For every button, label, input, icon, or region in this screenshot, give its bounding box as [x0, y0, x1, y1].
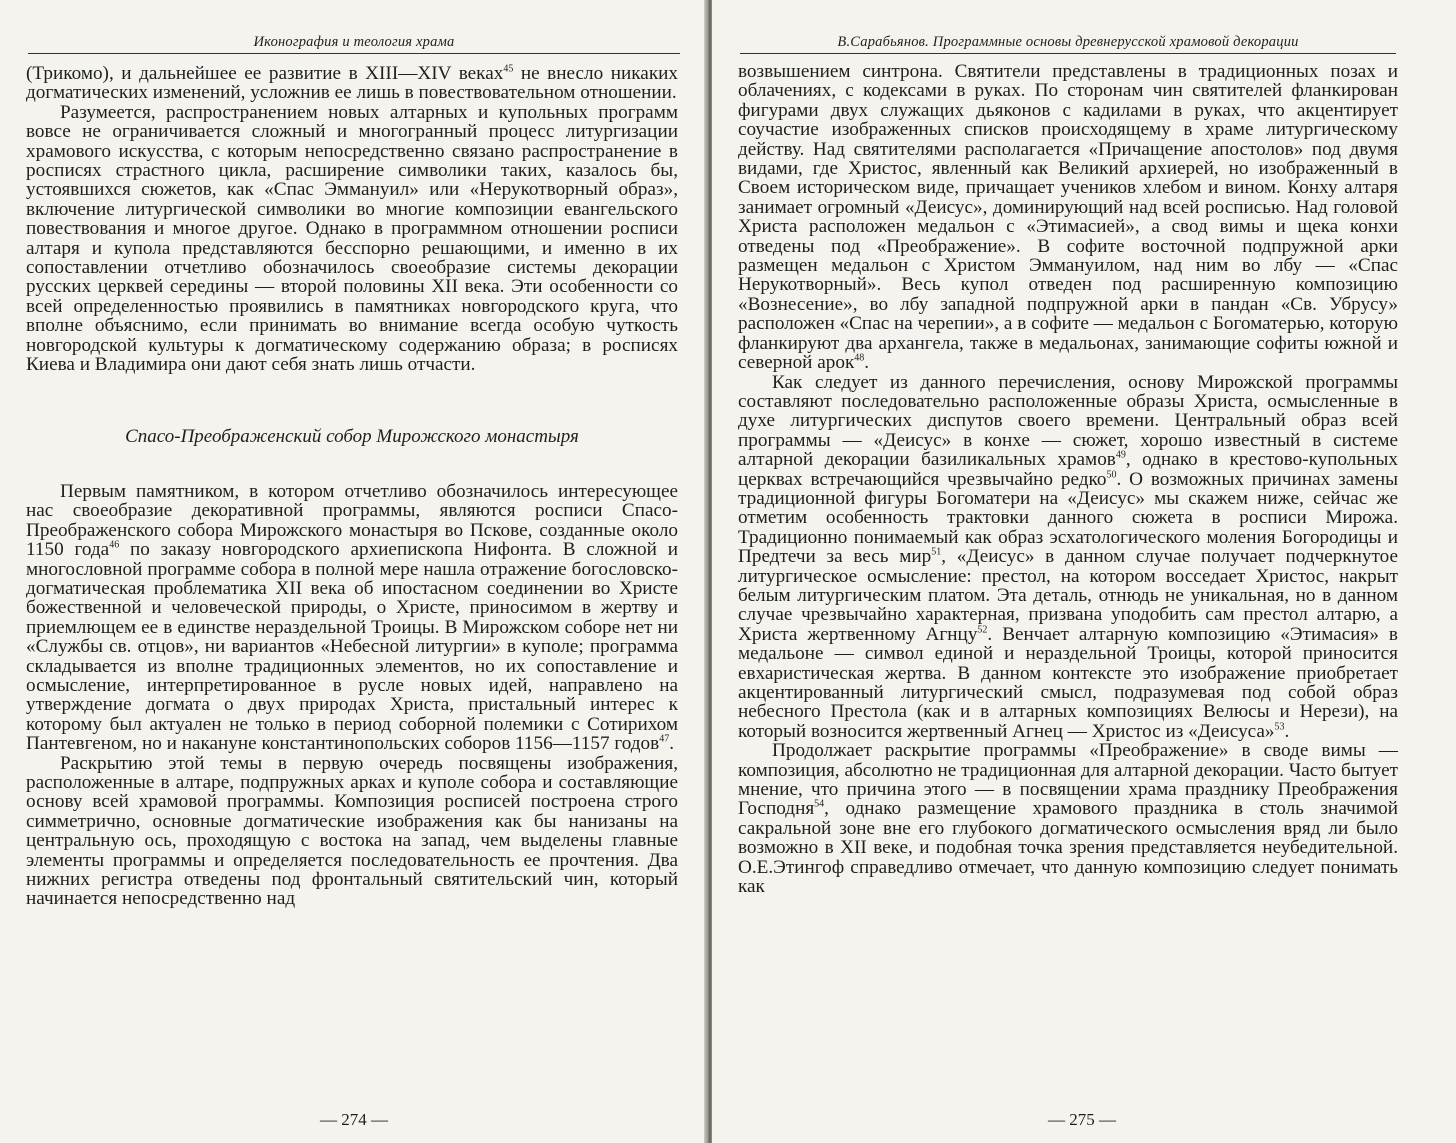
page-number: — 275 —: [1048, 1110, 1116, 1129]
footnote-ref: 54: [814, 799, 825, 811]
footnote-ref: 52: [977, 624, 988, 636]
footnote-ref: 46: [109, 539, 120, 551]
paragraph: (Трикомо), и дальнейшее ее развитие в XIII—XIV веках$^{45}$ не внесло никаких догматических изменений, усложнив ее лишь в повествовательном отношении.: [26, 63, 679, 104]
right-header-rule: [740, 53, 1396, 54]
paragraph: возвышением синтрона. Святители представлены в традиционных позах и облачениях, с кодексами в руках. По сторонам чин святителей фланкирован фигурами двух служащих дьяконов с кадилами в руках, что акцентирует соучастие изображенных списков происходящему в храме литургическому действу. Над святителями располагается «Причащение апостолов» под двумя видами, где Христос, явленный как Великий архиерей, но изображенный в Своем историческом виде, причащает учеников хлебом и вином. Конху алтаря занимает огромный «Деисус», доминирующий над всей росписью. Над головой Христа расположен медальон с «Этимасией», а свод вимы и щека конхи отведены под «Преображение». В софите восточной подпружной арки размещен медальон с Христом Эммануилом, над ним во лбу — «Спас Нерукотворный». Весь купол отведен под расширенную композицию «Вознесение», во лбу западной подпружной арки в пандан «Св. Убрусу» расположен «Спас на черепии», а в софите — медальон с Богоматерью, которую фланкируют два архангела, также в медальонах, занимающие софиты южной и северной арок$^{48}$.: [738, 61, 1398, 374]
left-running-header: Иконография и теология храма: [253, 34, 455, 50]
paragraph: Продолжает раскрытие программы «Преображение» в своде вимы — композиция, абсолютно не традиционная для алтарной декорации. Часто бытует мнение, что причина этого — в посвящении храма празднику Преображения Господня$^{54}$, однако размещение храмового праздника в столь значимой сакральной зоне вне его глубокого догматического осмысления вряд ли было возможно в XII веке, и подобная точка зрения представляется неубедительной. О.Е.Этингоф справедливо отмечает, что данную композицию следует понимать как: [738, 740, 1398, 898]
footnote-ref: 49: [1115, 449, 1126, 461]
footnote-ref: 53: [1274, 721, 1285, 733]
paragraph: Раскрытию этой темы в первую очередь посвящены изображения, расположенные в алтаре, подпружных арках и куполе собора и составляющие основу всей храмовой программы. Композиция росписей построена строго симметрично, основные догматические изображения как бы нанизаны на центральную ось, проходящую с востока на запад, чем выделены главные элементы программы и определяется последовательность ее прочтения. Два нижних регистра отведены под фронтальный святительский чин, который начинается непосредственно над: [26, 752, 678, 910]
footnote-ref: 51: [931, 546, 942, 558]
paragraph: Первым памятником, в котором отчетливо обозначилось интересующее нас своеобразие декоративной программы, являются росписи Спасо-Преображенского собора Мирожского монастыря во Пскове, созданные около 1150 года$^{46}$ по заказу новгородского архиепископа Нифонта. В сложной и многословной программе собора в полной мере нашла отражение богословско-догматическая проблематика XII века об ипостасном соединении во Христе божественной и человеческой природы, о Христе, приносимом в жертву и приемлющем ее в единстве нераздельной Троицы. В Мирожском соборе нет ни «Службы св. отцов», ни вариантов «Небесной литургии» в куполе; программа складывается из вполне традиционных элементов, но их сопоставление и осмысление, интерпретированное в русле новых идей, направлено на утверждение догмата о двух природах Христа, пристальный интерес к которому был актуален не только в период соборной полемики с Сотирихом Пантевгеном, но и накануне константинопольских соборов 1156—1157 годов$^{47}$.: [26, 480, 678, 755]
footnote-ref: 48: [854, 352, 865, 364]
page-number: — 274 —: [320, 1110, 388, 1129]
right-text-column: [738, 62, 1398, 896]
paragraph: Разумеется, распространением новых алтарных и купольных программ вовсе не ограничивается сложный и многогранный процесс литургизации храмового искусства, с которым непосредственно связано распространение в росписях страстного цикла, расширение символики таких, казалось бы, устоявшихся сюжетов, как «Спас Эммануил» или «Нерукотворный образ», включение литургической символики во многие композиции евангельского повествования и многое другое. Однако в программном отношении росписи алтаря и купола представляются бесспорно решающими, и именно в их сопоставлении отчетливо обозначилось своеобразие системы декорации русских церквей середины — второй половины XII века. Эти особенности со всей определенностью проявились в памятниках новгородского круга, что вполне объяснимо, если принимать во внимание всегда особую чуткость новгородской культуры к догматическому содержанию образа; в росписях Киева и Владимира они дают себя знать лишь отчасти.: [26, 101, 678, 376]
footnote-ref: 47: [659, 733, 670, 745]
right-page: [712, 0, 1456, 1143]
left-header-rule: [28, 53, 680, 54]
section-title: Спасо-Преображенский собор Мирожского монастыря: [125, 425, 579, 447]
left-text-column: [26, 64, 678, 909]
paragraph: Как следует из данного перечисления, основу Мирожской программы составляют последовательно расположенные образы Христа, осмысленные в духе литургических диспутов своего времени. Центральный образ всей программы — «Деисус» в конхе — сюжет, хорошо известный в системе алтарной декорации базиликальных храмов$^{49}$, однако в крестово-купольных церквах встречающийся чрезвычайно редко$^{50}$. О возможных причинах замены традиционной фигуры Богоматери на «Деисус» мы скажем ниже, сейчас же отметим особенность трактовки данного сюжета в росписи Мирожа. Традиционно понимаемый как образ эсхатологического моления Богородицы и Предтечи за весь мир$^{51}$, «Деисус» в данном случае получает подчеркнутое литургическое осмысление: престол, на котором восседает Христос, накрыт белым литургическим платом. Эта деталь, отнюдь не уникальная, но в данном случае чрезвычайно характерная, призвана уподобить сам престол алтарю, а Христа жертвенному Агнцу$^{52}$. Венчает алтарную композицию «Этимасия» в медальоне — символ единой и нераздельной Троицы, которой приносится евхаристическая жертва. В данном контексте это изображение приобретает акцентированный литургический смысл, подразумевая под собой образ небесного Престола (как и в алтарных композициях Велюсы и Нерези), на который возносится жертвенный Агнец — Христос из «Деисуса»$^{53}$.: [738, 371, 1398, 742]
footnote-ref: 50: [1106, 469, 1117, 481]
footnote-ref: 45: [503, 63, 514, 75]
left-page: [0, 0, 708, 1143]
right-running-header: В.Сарабьянов. Программные основы древнерусской храмовой декорации: [837, 34, 1299, 50]
